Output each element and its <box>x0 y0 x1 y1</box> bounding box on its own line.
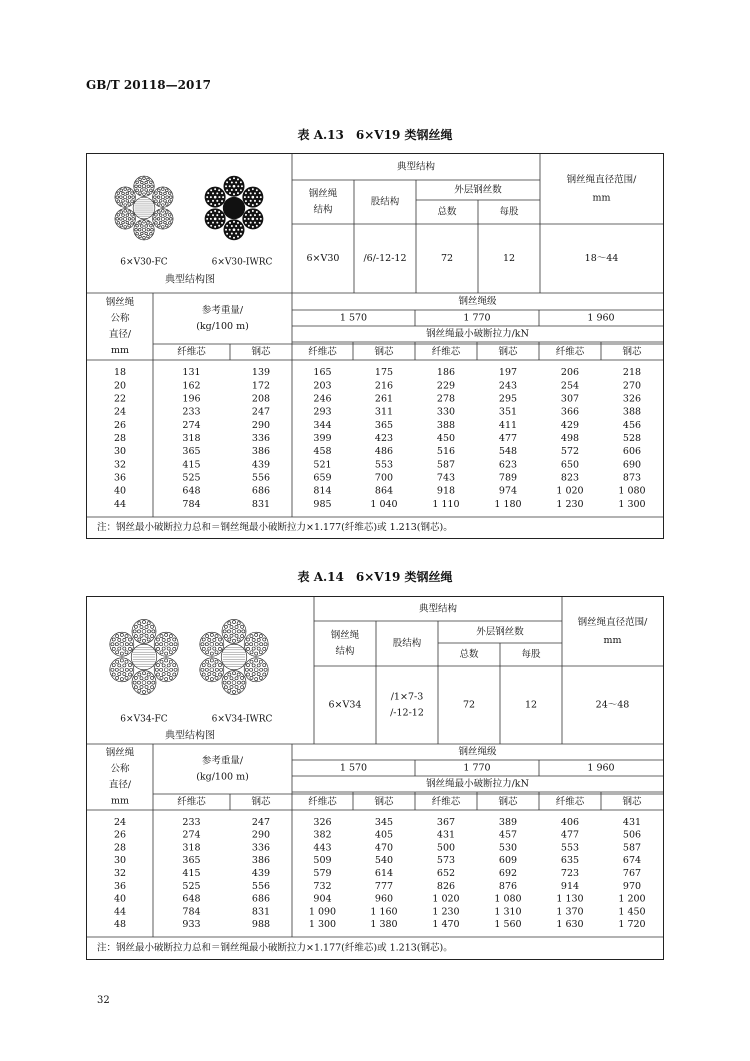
table-cell: 439 <box>251 459 271 471</box>
table-cell: 609 <box>498 855 518 867</box>
table-cell: 208 <box>251 393 271 405</box>
table-cell: 229 <box>436 380 456 392</box>
core-type-header: 钢芯 <box>374 346 394 358</box>
strand <box>154 632 178 656</box>
table-cell: 243 <box>498 380 518 392</box>
table-cell: 1 130 <box>556 893 584 905</box>
table-cell: 918 <box>436 485 456 497</box>
table-cell: 278 <box>436 393 456 405</box>
grade-label: 1 770 <box>463 762 491 774</box>
core-type-header: 纤维芯 <box>555 796 585 808</box>
diameter-range-header: 钢丝绳直径范围/ <box>566 174 637 186</box>
table-cell: 344 <box>313 419 332 431</box>
strand <box>200 658 224 682</box>
core-type-header: 纤维芯 <box>555 346 585 358</box>
strand-structure-value: /1×7-3 <box>390 691 424 703</box>
strand <box>244 632 268 656</box>
table-cell: 988 <box>251 919 271 931</box>
table-cell: 388 <box>622 406 642 418</box>
table-cell: 659 <box>313 472 332 484</box>
rope-structure-header: 结构 <box>313 204 333 216</box>
table-cell: 500 <box>436 842 456 854</box>
per-strand-value: 12 <box>502 253 516 264</box>
table-cell: 311 <box>374 406 394 418</box>
strand-structure-value: /-12-12 <box>390 707 424 719</box>
table-cell: 587 <box>622 842 642 854</box>
table-cell: 784 <box>182 498 201 510</box>
table-cell: 831 <box>251 906 271 918</box>
table-cell: 904 <box>313 893 332 905</box>
table-cell: 415 <box>182 459 201 471</box>
table-cell: 521 <box>313 459 332 471</box>
table-cell: 290 <box>251 829 271 841</box>
image-label-left: 6×V34-FC <box>120 714 168 725</box>
table-cell: 826 <box>436 880 456 892</box>
strand <box>243 209 263 229</box>
table-cell: 579 <box>313 868 332 879</box>
table-cell: 203 <box>313 380 332 392</box>
strand-structure-header: 股结构 <box>370 196 400 208</box>
strand <box>153 209 173 229</box>
ref-weight-unit: (kg/100 m) <box>196 321 249 332</box>
table-a14 <box>86 596 664 960</box>
table-cell: 652 <box>436 868 456 879</box>
nominal-diameter-unit: mm <box>110 345 130 356</box>
table-cell: 1 310 <box>494 906 522 918</box>
table-cell: 876 <box>498 880 518 892</box>
nominal-diameter-header: 公称 <box>110 763 130 775</box>
table-cell: 498 <box>560 433 580 444</box>
table-cell: 606 <box>622 446 642 458</box>
table-cell: 784 <box>182 906 201 918</box>
table-cell: 789 <box>498 472 518 484</box>
table-cell: 326 <box>313 816 332 828</box>
table-cell: 1 370 <box>556 906 584 918</box>
table-cell: 457 <box>498 829 518 841</box>
diameter-range-unit: mm <box>592 192 611 204</box>
table-cell: 1 450 <box>618 906 646 918</box>
strand <box>224 176 244 196</box>
table-cell: 974 <box>498 485 518 497</box>
table-a14-grid <box>87 597 663 959</box>
table-cell: 690 <box>622 459 642 471</box>
total-value: 72 <box>440 253 454 264</box>
table-cell: 1 380 <box>370 919 398 931</box>
table-cell: 406 <box>560 816 580 828</box>
table-cell: 365 <box>182 446 201 458</box>
table-cell: 307 <box>560 393 580 405</box>
outer-wire-count-header: 外层钢丝数 <box>454 184 502 196</box>
table-cell: 700 <box>374 472 394 484</box>
table-cell: 206 <box>560 367 580 379</box>
table-cell: 415 <box>182 868 201 879</box>
table-cell: 914 <box>560 880 580 892</box>
table-cell: 30 <box>113 855 127 867</box>
table-cell: 26 <box>113 829 127 841</box>
table-cell: 506 <box>622 829 642 841</box>
rope-core <box>223 197 245 219</box>
core-type-header: 钢芯 <box>374 796 394 808</box>
strand <box>134 176 154 196</box>
grade-label: 1 570 <box>339 312 368 324</box>
grade-label: 1 960 <box>587 762 615 774</box>
table-cell: 28 <box>113 433 127 444</box>
core-type-header: 钢芯 <box>251 796 271 808</box>
table-cell: 32 <box>113 459 127 471</box>
diameter-range-header: 钢丝绳直径范围/ <box>577 617 648 628</box>
table-cell: 648 <box>182 893 201 905</box>
table-cell: 293 <box>313 406 332 418</box>
strand <box>110 658 134 682</box>
table-cell: 650 <box>560 459 580 471</box>
table-cell: 1 020 <box>432 893 460 905</box>
table-cell: 873 <box>622 472 642 484</box>
table-cell: 614 <box>374 868 394 879</box>
core-type-header: 钢芯 <box>498 796 518 808</box>
table-cell: 423 <box>374 433 394 444</box>
table-cell: 270 <box>622 380 642 392</box>
core-type-header: 钢芯 <box>498 346 518 358</box>
page-number: 32 <box>97 995 110 1006</box>
table-cell: 24 <box>113 406 127 418</box>
nominal-diameter-header: 直径/ <box>108 329 132 340</box>
rope-cross-section <box>115 176 173 240</box>
table-cell: 743 <box>436 472 456 484</box>
table-cell: 477 <box>498 433 518 444</box>
table-cell: 18 <box>113 367 127 379</box>
nominal-diameter-header: 钢丝绳 <box>105 297 135 308</box>
table-cell: 509 <box>313 855 332 867</box>
table-cell: 40 <box>113 485 127 497</box>
table-cell: 139 <box>251 367 271 379</box>
table-cell: 20 <box>113 380 127 392</box>
table-cell: 36 <box>113 472 127 484</box>
table-cell: 24 <box>113 816 127 828</box>
table-cell: 254 <box>560 380 580 392</box>
core-type-header: 纤维芯 <box>177 796 206 808</box>
total-header: 总数 <box>437 206 457 218</box>
table-cell: 864 <box>374 485 394 497</box>
core-type-header: 纤维芯 <box>177 346 206 358</box>
table-cell: 274 <box>182 419 201 431</box>
table-cell: 330 <box>436 406 456 418</box>
table-cell: 686 <box>251 485 271 497</box>
nominal-diameter-header: 直径/ <box>108 779 132 791</box>
table-a13 <box>86 153 664 539</box>
table-cell: 336 <box>251 433 271 444</box>
strand <box>153 187 173 207</box>
table-a13-grid <box>87 154 663 538</box>
table-cell: 1 300 <box>618 498 646 510</box>
table-cell: 439 <box>251 868 271 879</box>
image-label-right: 6×V30-IWRC <box>211 257 273 268</box>
table-cell: 1 230 <box>432 906 460 918</box>
table-cell: 405 <box>374 829 394 841</box>
table-cell: 572 <box>560 446 580 458</box>
strand <box>224 220 244 240</box>
rope-structure-value: 6×V30 <box>306 253 340 264</box>
strand <box>115 209 135 229</box>
table-cell: 388 <box>436 419 456 431</box>
table-cell: 1 080 <box>494 893 522 905</box>
table-cell: 587 <box>436 459 456 471</box>
strand <box>134 220 154 240</box>
table-cell: 326 <box>622 393 642 405</box>
table-cell: 318 <box>182 842 201 854</box>
table-cell: 246 <box>313 393 332 405</box>
table-cell: 429 <box>560 419 580 431</box>
table-cell: 247 <box>251 406 271 418</box>
table-cell: 1 300 <box>308 919 337 931</box>
table-cell: 1 020 <box>556 485 584 497</box>
table-cell: 540 <box>374 855 394 867</box>
rope-structure-header: 结构 <box>335 646 355 657</box>
diameter-range-value: 24～48 <box>595 699 630 711</box>
table-cell: 970 <box>622 880 642 892</box>
total-value: 72 <box>462 699 476 711</box>
table-cell: 458 <box>313 446 332 458</box>
strand <box>205 187 225 207</box>
table-cell: 553 <box>374 459 394 471</box>
grade-label: 1 770 <box>463 312 491 324</box>
table-cell: 26 <box>113 419 127 431</box>
table-cell: 172 <box>251 380 271 392</box>
table-cell: 233 <box>182 406 201 418</box>
table-cell: 777 <box>374 880 394 892</box>
table-cell: 218 <box>622 367 642 379</box>
table-cell: 366 <box>560 406 580 418</box>
table-cell: 450 <box>436 433 456 444</box>
typical-structure-header: 典型结构 <box>418 603 458 615</box>
table-cell: 274 <box>182 829 201 841</box>
image-label-left: 6×V30-FC <box>120 257 168 268</box>
table-cell: 365 <box>374 419 394 431</box>
table-cell: 573 <box>436 855 456 867</box>
table-cell: 162 <box>182 380 201 392</box>
table-cell: 36 <box>113 880 127 892</box>
table-cell: 44 <box>113 498 127 510</box>
rope-grade-header: 钢丝绳级 <box>458 746 497 758</box>
table-cell: 386 <box>251 446 271 458</box>
core-type-header: 纤维芯 <box>308 346 337 358</box>
per-strand-header: 每股 <box>499 206 519 218</box>
table-cell: 831 <box>251 498 271 510</box>
table-cell: 635 <box>560 855 580 867</box>
core-type-header: 纤维芯 <box>308 796 337 808</box>
rope-grade-header: 钢丝绳级 <box>458 296 497 307</box>
table-cell: 933 <box>182 919 201 931</box>
rope-structure-header: 钢丝绳 <box>330 630 360 641</box>
table-cell: 30 <box>113 446 127 458</box>
table-cell: 32 <box>113 868 127 879</box>
table-cell: 1 090 <box>308 906 337 918</box>
strand <box>222 619 246 643</box>
per-strand-header: 每股 <box>521 649 541 660</box>
strand <box>132 619 156 643</box>
diameter-range-unit: mm <box>603 635 622 646</box>
core-type-header: 纤维芯 <box>431 796 461 808</box>
table-cell: 1 230 <box>556 498 584 510</box>
table-cell: 28 <box>113 842 127 854</box>
table-cell: 382 <box>313 829 332 841</box>
table-cell: 556 <box>251 880 271 892</box>
table-cell: 814 <box>313 485 332 497</box>
core-type-header: 钢芯 <box>251 346 271 358</box>
strand <box>154 658 178 682</box>
table-cell: 623 <box>498 459 518 471</box>
table-a13-caption: 表 A.13 6×V19 类钢丝绳 <box>297 128 453 142</box>
table-cell: 318 <box>182 433 201 444</box>
table-cell: 516 <box>436 446 456 458</box>
table-cell: 1 720 <box>618 919 646 931</box>
rope-structure-header: 钢丝绳 <box>308 188 338 200</box>
diagram-caption: 典型结构图 <box>165 730 215 742</box>
strand <box>205 209 225 229</box>
nominal-diameter-unit: mm <box>110 795 130 807</box>
table-cell: 336 <box>251 842 271 854</box>
rope-structure-value: 6×V34 <box>328 699 362 711</box>
grade-label: 1 960 <box>587 312 615 324</box>
table-cell: 823 <box>560 472 580 484</box>
table-cell: 186 <box>436 367 456 379</box>
table-cell: 365 <box>182 855 201 867</box>
total-header: 总数 <box>459 649 479 660</box>
typical-structure-header: 典型结构 <box>396 161 436 173</box>
table-cell: 165 <box>313 367 332 379</box>
min-break-header: 钢丝绳最小破断拉力/kN <box>426 778 529 790</box>
table-cell: 345 <box>374 816 394 828</box>
table-a14-caption: 表 A.14 6×V19 类钢丝绳 <box>297 570 453 584</box>
table-cell: 686 <box>251 893 271 905</box>
table-cell: 22 <box>113 393 127 405</box>
table-cell: 470 <box>374 842 394 854</box>
ref-weight-header: 参考重量/ <box>201 755 244 767</box>
table-cell: 1 630 <box>556 919 584 931</box>
rope-cross-section <box>200 619 268 694</box>
table-cell: 443 <box>313 842 332 854</box>
strand <box>115 187 135 207</box>
strand <box>110 632 134 656</box>
table-cell: 1 160 <box>370 906 398 918</box>
table-cell: 233 <box>182 816 201 828</box>
table-cell: 732 <box>313 880 332 892</box>
table-cell: 175 <box>374 367 394 379</box>
nominal-diameter-header: 钢丝绳 <box>105 747 135 759</box>
table-cell: 131 <box>182 367 201 379</box>
table-cell: 1 080 <box>618 485 646 497</box>
table-cell: 431 <box>622 816 642 828</box>
table-cell: 525 <box>182 472 201 484</box>
table-cell: 1 180 <box>494 498 522 510</box>
table-cell: 486 <box>374 446 394 458</box>
ref-weight-header: 参考重量/ <box>201 305 244 316</box>
image-label-right: 6×V34-IWRC <box>211 714 273 725</box>
table-cell: 197 <box>498 367 518 379</box>
table-cell: 216 <box>374 380 394 392</box>
strand <box>132 671 156 695</box>
table-cell: 196 <box>182 393 201 405</box>
table-cell: 351 <box>498 406 518 418</box>
table-cell: 40 <box>113 893 127 905</box>
table-cell: 295 <box>498 393 518 405</box>
table-note: 注：钢丝最小破断拉力总和＝钢丝绳最小破断拉力×1.177(纤维芯)或 1.213(钢芯)。 <box>97 522 453 533</box>
table-cell: 767 <box>622 868 642 879</box>
table-cell: 247 <box>251 816 271 828</box>
table-cell: 1 200 <box>618 893 646 905</box>
table-cell: 1 560 <box>494 919 522 931</box>
table-cell: 367 <box>436 816 456 828</box>
table-cell: 530 <box>498 842 518 854</box>
table-cell: 648 <box>182 485 201 497</box>
table-cell: 548 <box>498 446 518 458</box>
outer-wire-count-header: 外层钢丝数 <box>476 626 524 638</box>
diagram-caption: 典型结构图 <box>165 274 215 286</box>
ref-weight-unit: (kg/100 m) <box>196 771 249 783</box>
strand-structure-value: /6/-12-12 <box>363 253 407 264</box>
table-cell: 723 <box>560 868 580 879</box>
table-cell: 290 <box>251 419 271 431</box>
table-cell: 261 <box>374 393 394 405</box>
core-type-header: 钢芯 <box>622 796 642 808</box>
table-cell: 556 <box>251 472 271 484</box>
strand <box>243 187 263 207</box>
table-cell: 431 <box>436 829 456 841</box>
table-cell: 48 <box>113 919 127 931</box>
table-cell: 525 <box>182 880 201 892</box>
core-type-header: 纤维芯 <box>431 346 461 358</box>
strand-structure-header: 股结构 <box>392 638 422 649</box>
table-cell: 389 <box>498 816 518 828</box>
core-type-header: 钢芯 <box>622 346 642 358</box>
table-cell: 985 <box>313 498 332 510</box>
table-cell: 1 470 <box>432 919 460 931</box>
rope-cross-section <box>205 176 263 240</box>
strand <box>244 658 268 682</box>
rope-cross-section <box>110 619 178 694</box>
per-strand-value: 12 <box>524 699 538 711</box>
table-cell: 674 <box>622 855 642 867</box>
table-cell: 960 <box>374 893 394 905</box>
table-cell: 1 110 <box>432 498 460 510</box>
table-cell: 692 <box>498 868 518 879</box>
table-cell: 44 <box>113 906 127 918</box>
diameter-range-value: 18～44 <box>584 253 619 264</box>
table-cell: 553 <box>560 842 580 854</box>
standard-header: GB/T 20118—2017 <box>86 78 212 92</box>
table-cell: 1 040 <box>370 498 398 510</box>
table-cell: 399 <box>313 433 332 444</box>
table-note: 注：钢丝最小破断拉力总和＝钢丝绳最小破断拉力×1.177(纤维芯)或 1.213(钢芯)。 <box>97 942 453 954</box>
strand <box>222 671 246 695</box>
nominal-diameter-header: 公称 <box>110 313 130 324</box>
table-cell: 528 <box>622 433 642 444</box>
table-cell: 411 <box>498 419 518 431</box>
grade-label: 1 570 <box>339 762 368 774</box>
strand <box>200 632 224 656</box>
min-break-header: 钢丝绳最小破断拉力/kN <box>426 328 529 340</box>
table-cell: 386 <box>251 855 271 867</box>
table-cell: 456 <box>622 419 642 431</box>
table-cell: 477 <box>560 829 580 841</box>
